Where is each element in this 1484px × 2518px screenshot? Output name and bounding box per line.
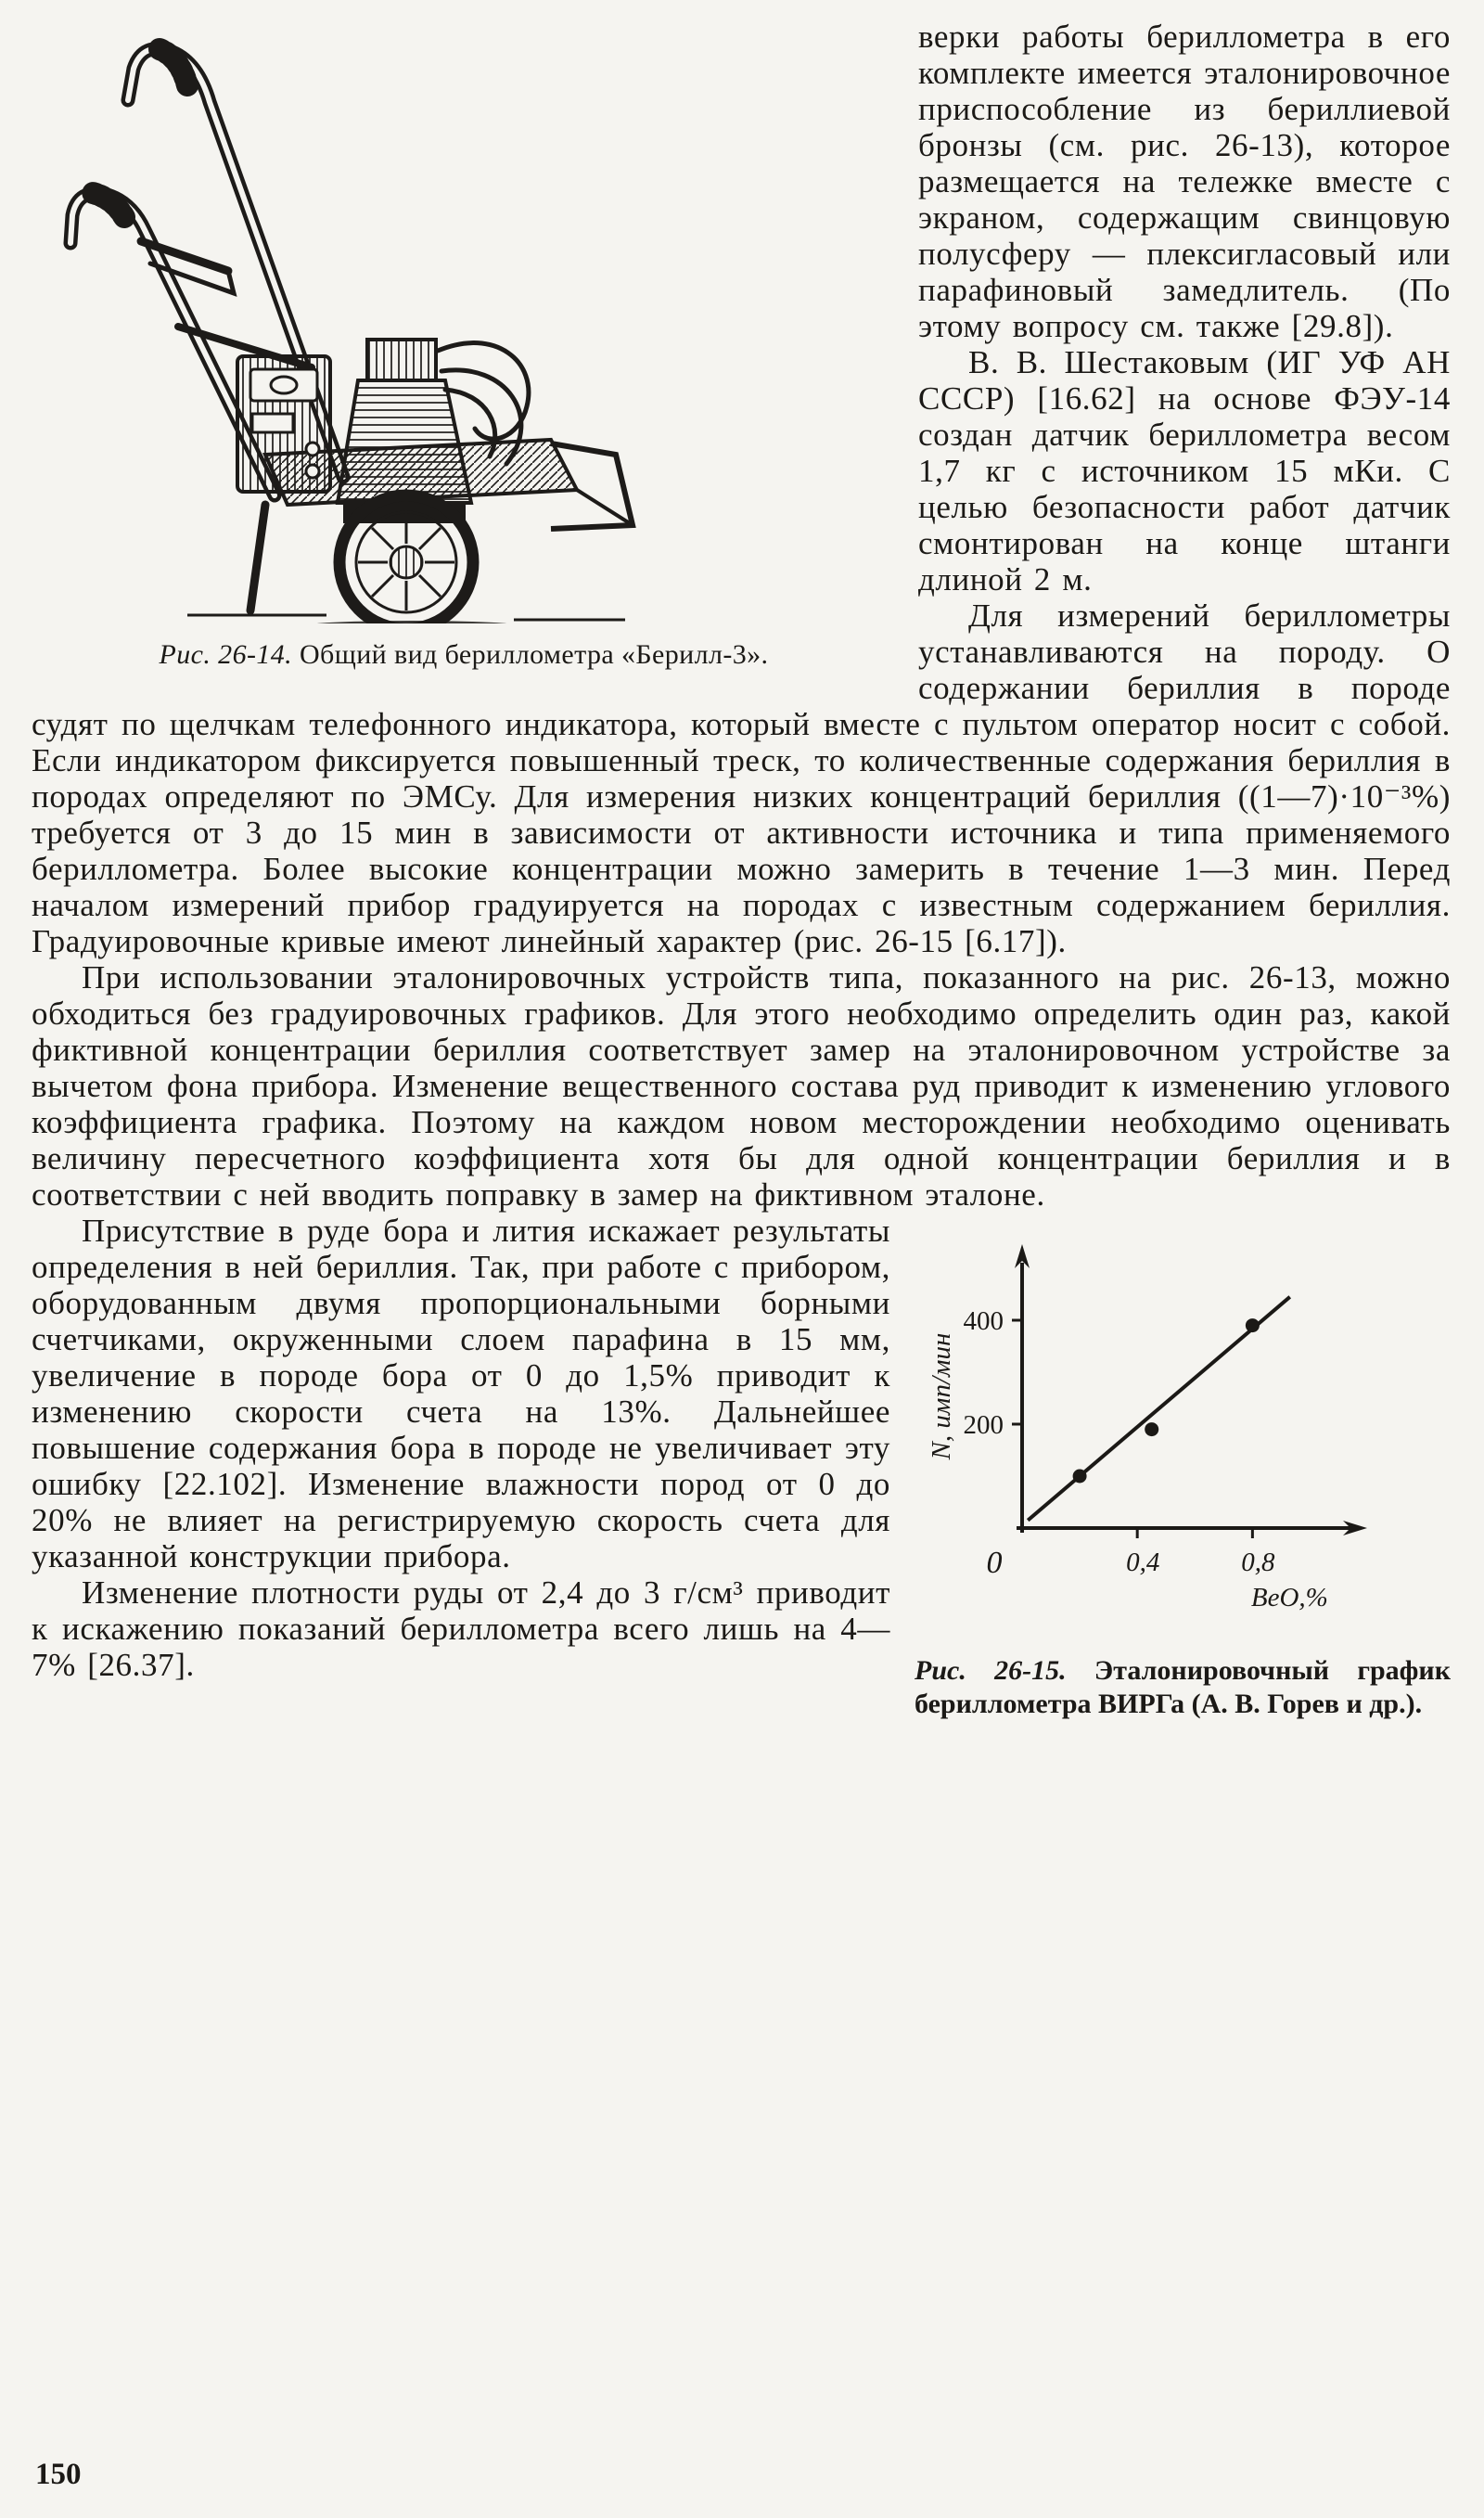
figure-26-15-caption bbox=[915, 1654, 1451, 1721]
calibration-chart bbox=[918, 1220, 1424, 1639]
paragraph: Для измерений бериллометры устанавливаются на породу. О содержании бериллия в породе судят по щелчкам телефонного индикатора, который вместе с пультом оператор носит с собой. Если индикатором фиксируется повышенный треск, то количественные содержания бериллия в породах определяют по ЭМСу. Для измерения низких концентраций бериллия ((1—7)·10⁻³%) требуется от 3 до 15 мин в зависимости от активности источника и типа применяемого бериллометра. Более высокие концентрации можно замерить в течение 1—3 мин. Перед началом измерений прибор градуируется на породах с известным содержанием бериллия. Градуировочные кривые имеют линейный характер (рис. 26-15 [6.17]). bbox=[32, 597, 1451, 959]
svg-text:200: 200 bbox=[963, 1410, 1004, 1440]
figure-26-14-label: Рис. 26-14. bbox=[159, 639, 293, 670]
paragraph-continuation: верки работы бериллометра в его комплекте имеется эталонировочное приспособление из бериллиевой бронзы (см. рис. 26-13), которое размещается на тележке вместе с экраном, содержащим свинцовую полусферу — плексигласовый или парафиновый замедлитель. (По этому вопросу см. также [29.8]). bbox=[918, 19, 1451, 344]
figure-26-15-label: Рис. 26-15. bbox=[915, 1655, 1067, 1686]
paragraph: В. В. Шестаковым (ИГ УФ АН СССР) [16.62] на основе ФЭУ-14 создан датчик бериллометра весом 1,7 кг с источником 15 мКи. С целью безопасности работ датчик смонтирован на конце штанги длиной 2 м. bbox=[918, 344, 1451, 597]
figure-26-15 bbox=[915, 1220, 1451, 1721]
paragraph: Присутствие в руде бора и лития искажает результаты определения в ней бериллия. Так, при работе с прибором, оборудованным двумя пропорциональными борными счетчиками, окруженными слоем парафина в 15 мм, увеличение в породе бора от 0 до 1,5% приводит к изменению скорости счета на 13%. Дальнейшее повышение содержания бора в породе не увеличивает эту ошибку [22.102]. Изменение влажности пород от 0 до 20% не влияет на регистрируемую скорость счета для указанной конструкции прибора. bbox=[32, 1213, 890, 1574]
figure-26-14 bbox=[32, 20, 896, 671]
paragraph: При использовании эталонировочных устройств типа, показанного на рис. 26-13, можно обходиться без градуировочных графиков. Для этого необходимо определить один раз, какой фиктивной концентрации бериллия соответствует замер на эталонировочном устройстве за вычетом фона прибора. Изменение вещественного состава руд приводит к изменению углового коэффициента графика. Поэтому на каждом новом месторождении необходимо оценивать величину пересчетного коэффициента хотя бы для одной концентрации бериллия и в соответствии с ней вводить поправку в замер на фиктивном эталоне. bbox=[32, 959, 1451, 1213]
figure-26-14-caption bbox=[32, 639, 896, 671]
svg-text:ВеО,%: ВеО,% bbox=[1250, 1583, 1328, 1612]
svg-text:0,8: 0,8 bbox=[1241, 1548, 1275, 1577]
svg-text:N, имп/мин: N, имп/мин bbox=[927, 1332, 956, 1460]
beryllometer-illustration bbox=[32, 20, 894, 623]
svg-text:400: 400 bbox=[963, 1306, 1004, 1336]
svg-text:0: 0 bbox=[986, 1546, 1003, 1580]
figure-26-14-caption-text: Общий вид бериллометра «Берилл-3». bbox=[299, 639, 769, 670]
page-number: 150 bbox=[35, 2458, 82, 2491]
figure-26-15-caption-text: Эталонировочный график бериллометра ВИРГа (А. В. Горев и др.). bbox=[915, 1655, 1451, 1719]
paragraph: Изменение плотности руды от 2,4 до 3 г/см³ приводит к искажению показаний бериллометра всего лишь на 4—7% [26.37]. bbox=[32, 1574, 890, 1683]
svg-text:0,4: 0,4 bbox=[1126, 1548, 1160, 1577]
